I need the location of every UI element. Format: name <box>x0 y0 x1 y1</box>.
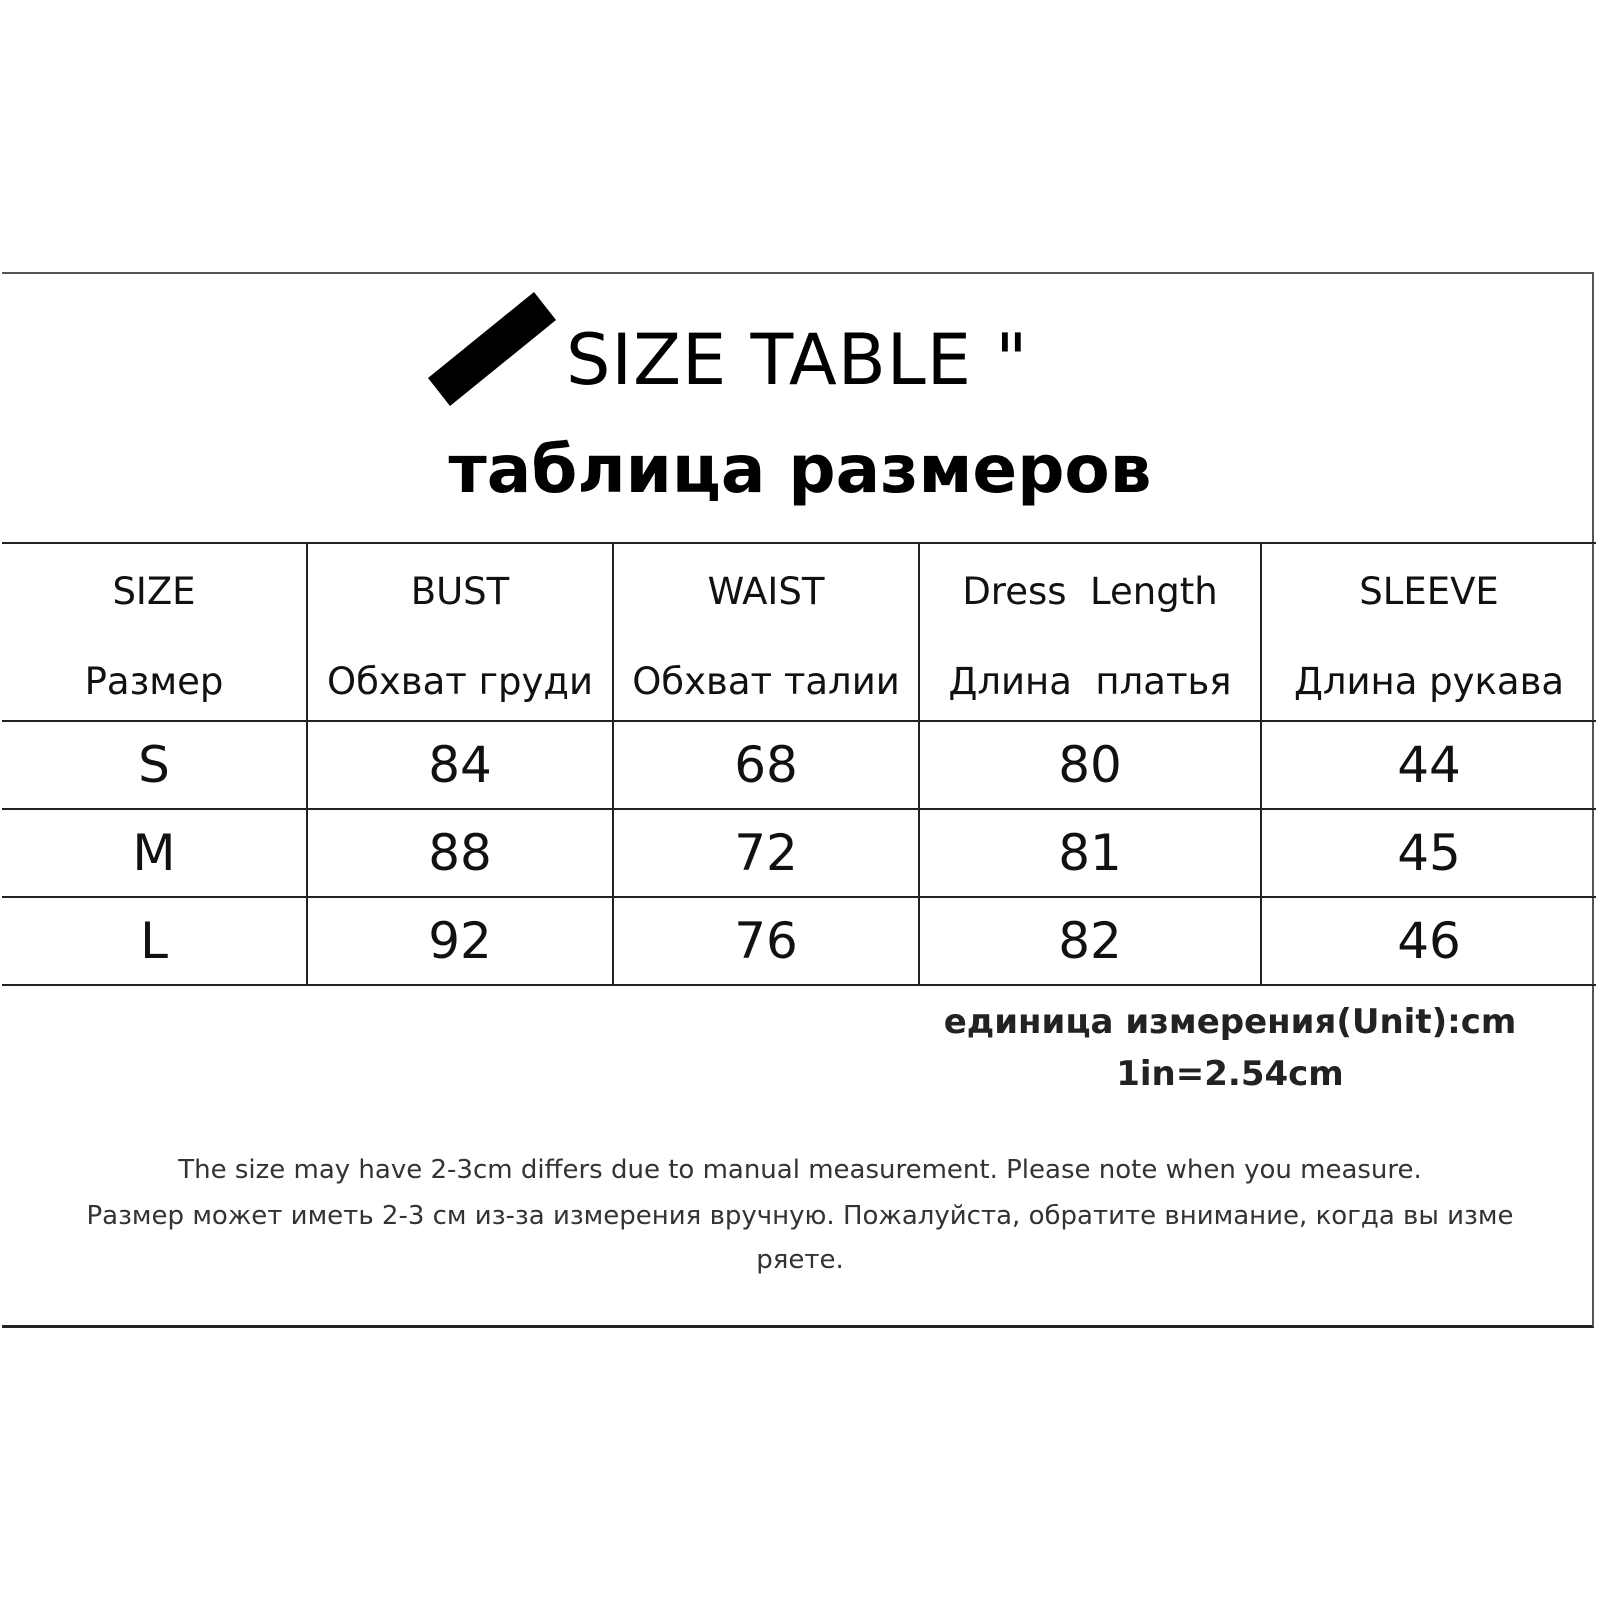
cell-waist: 68 <box>613 721 919 809</box>
header-row <box>2 543 1596 721</box>
header-waist <box>613 543 919 721</box>
cell-sleeve: 46 <box>1261 897 1596 985</box>
header-sleeve-en: SLEEVE <box>1359 570 1499 613</box>
cell-bust: 92 <box>307 897 613 985</box>
cell-sleeve: 44 <box>1261 721 1596 809</box>
cell-bust: 84 <box>307 721 613 809</box>
table-row <box>2 721 1596 809</box>
table-row <box>2 809 1596 897</box>
header-bust-en: BUST <box>410 570 510 613</box>
header-bust-ru: Обхват груди <box>326 660 594 703</box>
cell-dress-length: 82 <box>919 897 1261 985</box>
header-waist-en: WAIST <box>707 570 825 613</box>
cell-dress-length: 80 <box>919 721 1261 809</box>
note-russian-continued: ряете. <box>756 1245 844 1275</box>
cell-size: S <box>2 721 307 809</box>
title-english: SIZE TABLE " <box>566 319 1029 401</box>
title-russian: таблица размеров <box>448 431 1152 508</box>
note-russian: Размер может иметь 2-3 см из-за измерения вручную. Пожалуйста, обратите внимание, когда вы изме <box>86 1201 1514 1231</box>
unit-label: единица измерения(Unit):cm <box>943 1002 1517 1042</box>
header-dress-length-en: Dress Length <box>962 570 1218 613</box>
cell-waist: 72 <box>613 809 919 897</box>
note-english: The size may have 2-3cm differs due to manual measurement. Please note when you measure. <box>178 1155 1422 1185</box>
cell-waist: 76 <box>613 897 919 985</box>
header-size-ru: Размер <box>84 660 224 703</box>
header-dress-length <box>919 543 1261 721</box>
cell-size: L <box>2 897 307 985</box>
header-bust <box>307 543 613 721</box>
size-table <box>2 542 1596 986</box>
table-row <box>2 897 1596 985</box>
header-sleeve <box>1261 543 1596 721</box>
cell-size: M <box>2 809 307 897</box>
header-sleeve-ru: Длина рукава <box>1293 660 1565 703</box>
header-size <box>2 543 307 721</box>
header-waist-ru: Обхват талии <box>632 660 900 703</box>
cell-sleeve: 45 <box>1261 809 1596 897</box>
header-size-en: SIZE <box>112 570 196 613</box>
header-dress-length-ru: Длина платья <box>948 660 1232 703</box>
inch-conversion: 1in=2.54cm <box>1116 1054 1344 1094</box>
cell-dress-length: 81 <box>919 809 1261 897</box>
cell-bust: 88 <box>307 809 613 897</box>
